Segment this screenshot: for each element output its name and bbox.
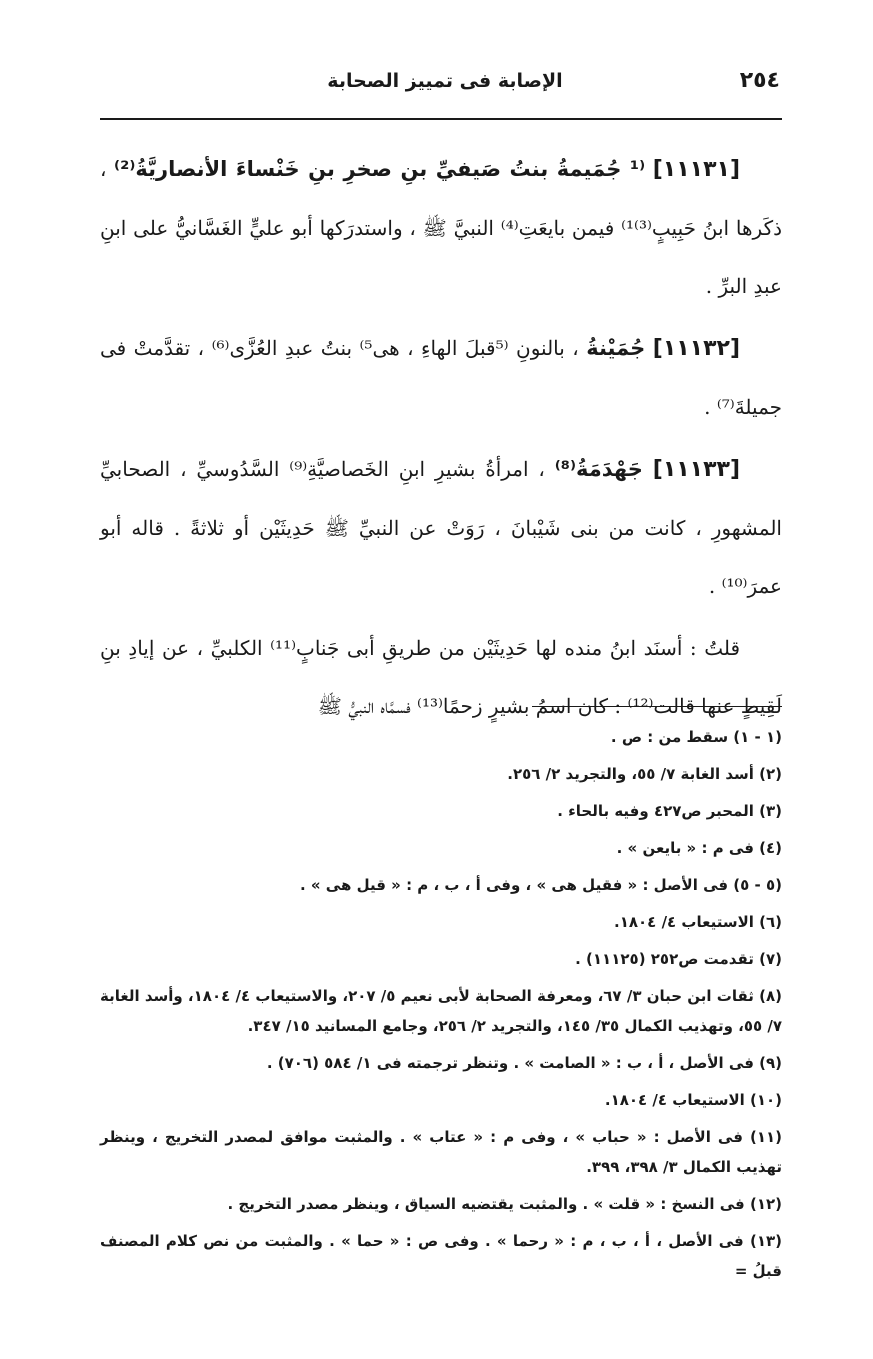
qultu-text: قلتُ : أسنَد ابنُ منده لها حَدِيثَيْن من طريقِ أبى جَنابٍ⁽¹¹⁾ الكلبيِّ ، عن إيادِ بنِ لَقِيطٍ عنها قالت⁽¹²⁾ : كان اسمُ بشيرٍ زحمًا⁽¹³⁾ فسمَّاه النبيُّ ﷺ — [100, 636, 782, 718]
footnote-divider — [532, 706, 782, 707]
main-text — [100, 140, 782, 739]
entry-number: [١١١٣٣] — [652, 457, 741, 482]
page-header — [100, 64, 780, 104]
entry-text: ، امرأةُ بشيرِ ابنِ الخَصاصيَّةِ⁽⁹⁾ السَّدُوسيِّ ، الصحابيِّ المشهورِ ، كانت من بنى شَيْبانَ ، رَوَتْ عن النبيِّ ﷺ حَدِيثَيْن أو ثلاثةً . قاله أبو عمرَ⁽¹⁰⁾ . — [100, 457, 782, 598]
footnote-10: (١٠) الاستيعاب ٤/ ١٨٠٤. — [604, 1091, 782, 1109]
footnote-4: (٤) فى م : « بايعن » . — [616, 839, 782, 857]
entry-number: [١١١٣٢] — [652, 336, 741, 361]
entry-number: [١١١٣١] — [652, 157, 740, 182]
footnote-2: (٢) أسد الغابة ٧/ ٥٥، والتجريد ٢/ ٢٥٦. — [507, 765, 782, 783]
entry-11132 — [100, 319, 782, 436]
footnote-12: (١٢) فى النسخ : « قلت » . والمثبت يقتضيه السياق ، وينظر مصدر التخريج . — [227, 1195, 782, 1213]
entry-name: ⁽¹ جُمَيمةُ بنتُ صَيفيِّ بنِ صخرِ بنِ خَنْساءَ الأنصاريَّةُ⁽²⁾ — [114, 157, 646, 181]
entry-name: جَهْدَمَةُ⁽⁸⁾ — [554, 457, 643, 481]
entry-name: جُمَيْنةُ — [586, 336, 646, 360]
entry-text: ، بالنونِ ⁽⁵قبلَ الهاءِ ، هى⁵⁾ بنتُ عبدِ العُزَّى⁽⁶⁾ ، تقدَّمتْ فى جميلةَ⁽⁷⁾ . — [100, 336, 782, 419]
entry-11131 — [100, 140, 782, 315]
footnote-8: (٨) ثقات ابن حبان ٣/ ٦٧، ومعرفة الصحابة لأبى نعيم ٥/ ٢٠٧، والاستيعاب ٤/ ١٨٠٤، وأسد الغابة ٧/ ٥٥، وتهذيب الكمال ٣٥/ ١٤٥، والتجريد ٢/ ٢٥٦، وجامع المسانيد ١٥/ ٣٤٧. — [100, 987, 783, 1035]
entry-11133 — [100, 440, 782, 615]
footnote-5: (٥ - ٥) فى الأصل : « فقيل هى » ، وفى أ ، ب ، م : « قيل هى » . — [299, 876, 782, 894]
footnote-3: (٣) المحبر ص٤٢٧ وفيه بالحاء . — [557, 802, 782, 820]
footnote-6: (٦) الاستيعاب ٤/ ١٨٠٤. — [614, 913, 782, 931]
footnote-9: (٩) فى الأصل ، أ ، ب : « الصامت » . وتنظر ترجمته فى ١/ ٥٨٤ (٧٠٦) . — [266, 1054, 782, 1072]
header-rule — [100, 118, 782, 120]
footnote-11: (١١) فى الأصل : « حباب » ، وفى م : « عتاب » . والمثبت موافق لمصدر التخريج ، وينظر تهذيب الكمال ٣/ ٣٩٨، ٣٩٩. — [100, 1128, 782, 1176]
footnote-1: (١ - ١) سقط من : ص . — [610, 728, 782, 746]
running-title: الإصابة فى تمييز الصحابة — [327, 70, 563, 92]
footnote-13: (١٣) فى الأصل ، أ ، ب ، م : « رحما » . وفى ص : « حما » . والمثبت من نص كلام المصنف قبلُ = — [100, 1232, 782, 1280]
entry-text: ، ذكَرها ابنُ حَبِيبٍ⁽³⁾¹⁾ فيمن بايعَتِ⁽⁴⁾ النبيَّ ﷺ ، واستدرَكها أبو عليٍّ الغَسَّانيُّ على ابنِ عبدِ البرِّ . — [100, 157, 783, 298]
footnote-7: (٧) تقدمت ص٢٥٢ (١١١٢٥) . — [575, 950, 782, 968]
qultu-paragraph — [100, 619, 782, 735]
footnotes — [100, 722, 782, 1293]
page-number: ٢٥٤ — [739, 68, 780, 93]
